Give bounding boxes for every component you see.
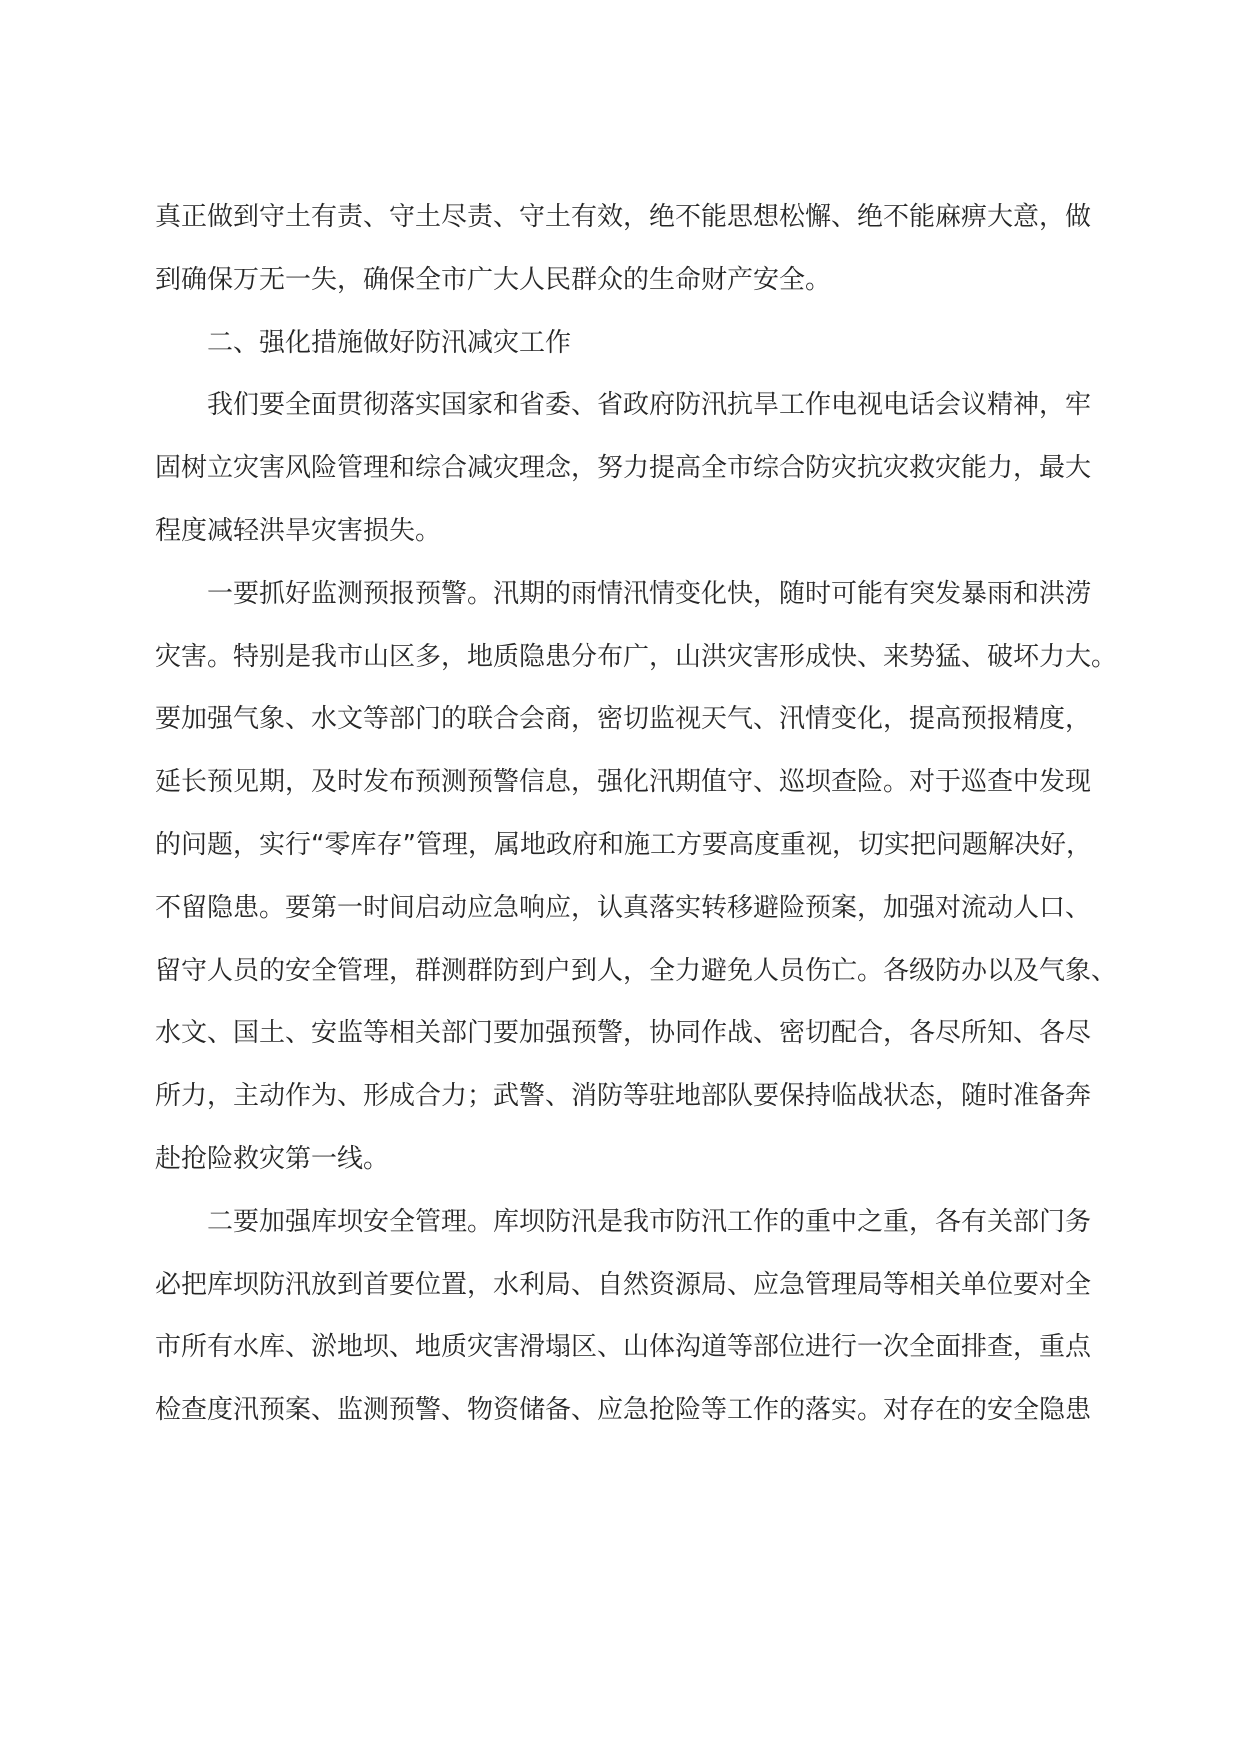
section-heading — [155, 312, 1085, 375]
text-line: 的问题，实行“零库存”管理，属地政府和施工方要高度重视，切实把问题解决好， — [155, 829, 1092, 860]
text-line: 程度减轻洪旱灾害损失。 — [155, 515, 442, 546]
text-line: 我们要全面贯彻落实国家和省委、省政府防汛抗旱工作电视电话会议精神，牢 — [207, 390, 1092, 421]
text-line: 要加强气象、水文等部门的联合会商，密切监视天气、汛情变化，提高预报精度， — [155, 704, 1092, 735]
text-line: 市所有水库、淤地坝、地质灾害滑塌区、山体沟道等部位进行一次全面排查，重点 — [155, 1332, 1092, 1363]
text-line: 所力，主动作为、形成合力；武警、消防等驻地部队要保持临战状态，随时准备奔 — [155, 1081, 1092, 1112]
paragraph-reservoir — [155, 1191, 1092, 1442]
text-line: 二要加强库坝安全管理。库坝防汛是我市防汛工作的重中之重，各有关部门务 — [207, 1206, 1092, 1237]
text-line: 延长预见期，及时发布预测预警信息，强化汛期值守、巡坝查险。对于巡查中发现 — [155, 767, 1092, 798]
text-line: 固树立灾害风险管理和综合减灾理念，努力提高全市综合防灾抗灾救灾能力，最大 — [155, 453, 1092, 484]
text-line: 真正做到守土有责、守土尽责、守土有效，绝不能思想松懈、绝不能麻痹大意，做 — [155, 202, 1092, 232]
paragraph-intro — [155, 374, 1092, 562]
text-line: 一要抓好监测预报预警。汛期的雨情汛情变化快，随时可能有突发暴雨和洪涝 — [207, 578, 1092, 609]
text-line: 检查度汛预案、监测预警、物资储备、应急抢险等工作的落实。对存在的安全隐患 — [155, 1395, 1092, 1426]
heading-line: 二、强化措施做好防汛减灾工作 — [207, 327, 572, 358]
text-line: 留守人员的安全管理，群测群防到户到人，全力避免人员伤亡。各级防办以及气象、 — [155, 955, 1118, 986]
paragraph-monitoring — [155, 563, 1118, 1191]
text-line: 必把库坝防汛放到首要位置，水利局、自然资源局、应急管理局等相关单位要对全 — [155, 1269, 1092, 1300]
text-line: 水文、国土、安监等相关部门要加强预警，协同作战、密切配合，各尽所知、各尽 — [155, 1018, 1092, 1049]
text-line: 到确保万无一失，确保全市广大人民群众的生命财产安全。 — [155, 264, 832, 295]
text-line: 灾害。特别是我市山区多，地质隐患分布广，山洪灾害形成快、来势猛、破坏力大。 — [155, 641, 1118, 672]
paragraph-continuation — [155, 186, 1092, 312]
text-line: 不留隐患。要第一时间启动应急响应，认真落实转移避险预案，加强对流动人口、 — [155, 892, 1092, 923]
document-body — [155, 186, 1118, 1442]
text-line: 赴抢险救灾第一线。 — [155, 1143, 390, 1174]
